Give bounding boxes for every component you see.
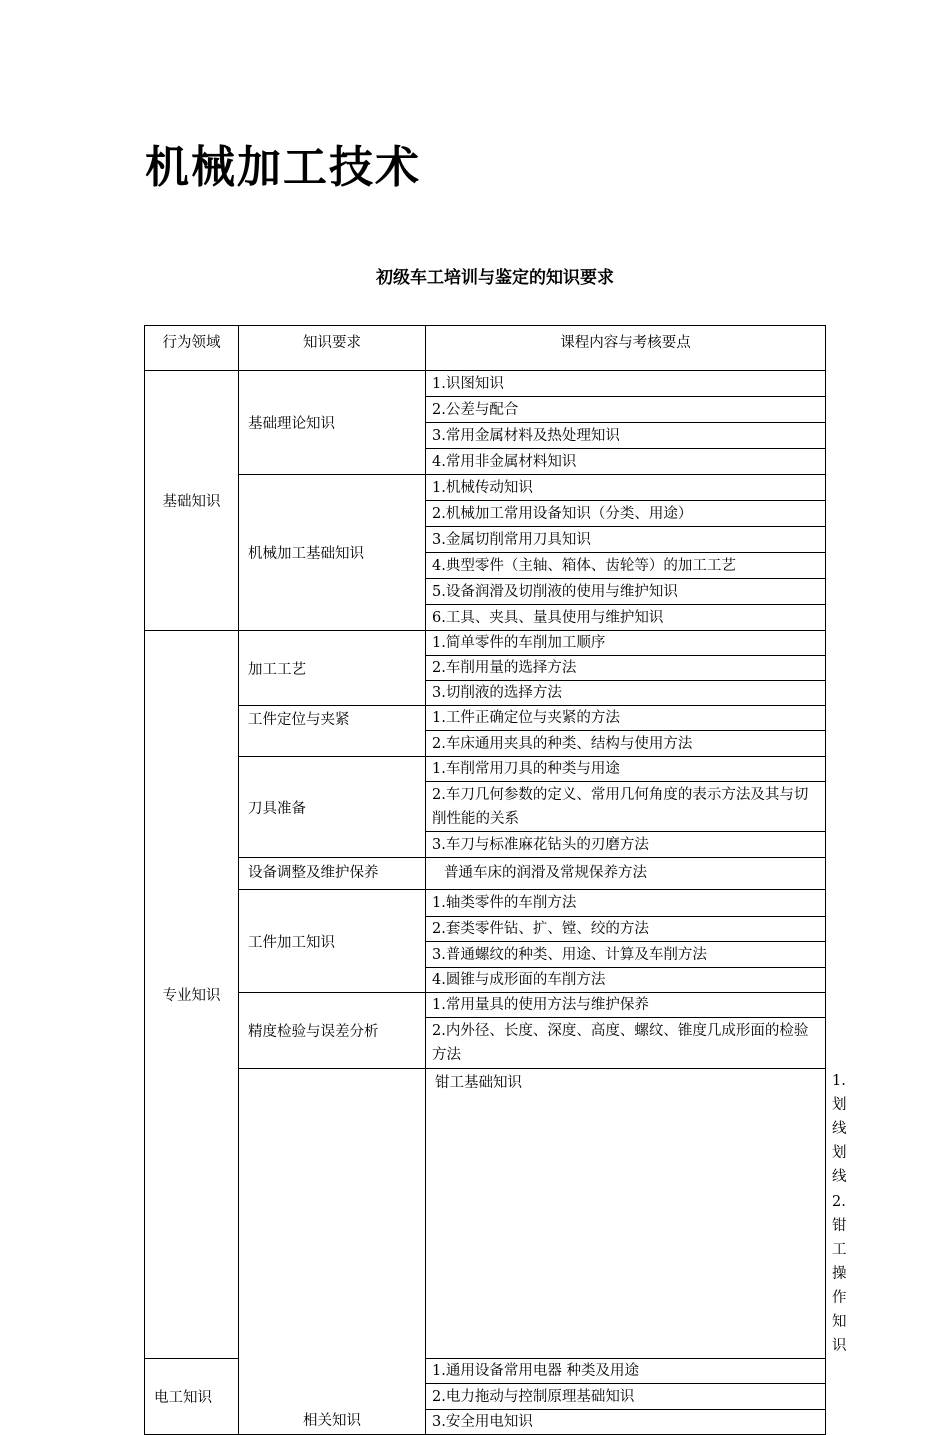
content-item-text: 2.车刀几何参数的定义、常用几何角度的表示方法及其与切削性能的关系 — [432, 786, 809, 827]
header-requirement: 知识要求 — [239, 326, 426, 371]
table-row — [145, 993, 826, 1018]
content-item: 2.车床通用夹具的种类、结构与使用方法 — [426, 731, 826, 757]
header-content: 课程内容与考核要点 — [426, 326, 826, 371]
content-item: 1.机械传动知识 — [426, 475, 826, 501]
content-item: 3.普通螺纹的种类、用途、计算及车削方法 — [426, 942, 826, 968]
content-item: 3.安全用电知识 — [426, 1410, 826, 1435]
content-item: 1.车削常用刀具的种类与用途 — [426, 757, 826, 782]
domain-cell: 专业知识 — [145, 631, 239, 1359]
table-caption: 初级车工培训与鉴定的知识要求 — [376, 268, 614, 288]
table-row — [145, 631, 826, 656]
content-item: 6.工具、夹具、量具使用与维护知识 — [426, 605, 826, 631]
content-item: 1.识图知识 — [426, 371, 826, 397]
table-row — [145, 757, 826, 782]
document-title: 机械加工技术 — [145, 142, 421, 193]
content-item: 1.常用量具的使用方法与维护保养 — [426, 993, 826, 1018]
content-item: 2.机械加工常用设备知识（分类、用途） — [426, 501, 826, 527]
domain-cell: 基础知识 — [145, 371, 239, 631]
content-item: 2.套类零件钻、扩、镗、绞的方法 — [426, 917, 826, 942]
requirement-cell: 设备调整及维护保养 — [239, 858, 426, 890]
table-row — [145, 706, 826, 731]
content-item: 3.切削液的选择方法 — [426, 681, 826, 706]
requirement-cell: 钳工基础知识 — [426, 1069, 826, 1359]
content-item: 2.公差与配合 — [426, 397, 826, 423]
requirement-cell: 工件加工知识 — [239, 890, 426, 993]
table-row — [145, 858, 826, 890]
content-item: 3.常用金属材料及热处理知识 — [426, 423, 826, 449]
requirement-cell: 工件定位与夹紧 — [239, 706, 426, 757]
requirement-cell: 机械加工基础知识 — [239, 475, 426, 631]
content-item: 1.简单零件的车削加工顺序 — [426, 631, 826, 656]
content-item: 4.圆锥与成形面的车削方法 — [426, 968, 826, 993]
header-domain: 行为领域 — [145, 326, 239, 371]
table-header-row — [145, 326, 826, 371]
table-row — [145, 890, 826, 917]
domain-cell: 相关知识 — [239, 1069, 426, 1435]
content-item: 1.轴类零件的车削方法 — [426, 890, 826, 917]
content-item — [426, 1018, 826, 1069]
content-item: 2.电力拖动与控制原理基础知识 — [426, 1384, 826, 1410]
knowledge-requirements-table — [144, 325, 847, 1435]
table-row — [145, 475, 826, 501]
table-row — [145, 371, 826, 397]
content-item: 4.典型零件（主轴、箱体、齿轮等）的加工工艺 — [426, 553, 826, 579]
content-item: 5.设备润滑及切削液的使用与维护知识 — [426, 579, 826, 605]
table-row: 2.钳工操作知识 — [832, 1194, 847, 1354]
content-item: 3.车刀与标准麻花钻头的刃磨方法 — [426, 832, 826, 858]
content-item-text: 2.内外径、长度、深度、高度、螺纹、锥度几成形面的检验方法 — [432, 1023, 809, 1063]
requirement-cell: 电工知识 — [145, 1359, 239, 1435]
requirement-cell: 精度检验与误差分析 — [239, 993, 426, 1069]
requirement-cell: 加工工艺 — [239, 631, 426, 706]
content-item: 2.车削用量的选择方法 — [426, 656, 826, 681]
content-item: 4.常用非金属材料知识 — [426, 449, 826, 475]
content-item: 3.金属切削常用刀具知识 — [426, 527, 826, 553]
content-item: 1.通用设备常用电器 种类及用途 — [426, 1359, 826, 1384]
table-row: 相关知识 钳工基础知识 1.划线划线 — [145, 1069, 826, 1190]
requirement-cell: 刀具准备 — [239, 757, 426, 858]
content-item: 1.工件正确定位与夹紧的方法 — [426, 706, 826, 731]
content-item — [426, 782, 826, 832]
requirement-cell: 基础理论知识 — [239, 371, 426, 475]
content-item-text: 普通车床的润滑及常规保养方法 — [444, 865, 647, 881]
content-item — [426, 858, 826, 890]
